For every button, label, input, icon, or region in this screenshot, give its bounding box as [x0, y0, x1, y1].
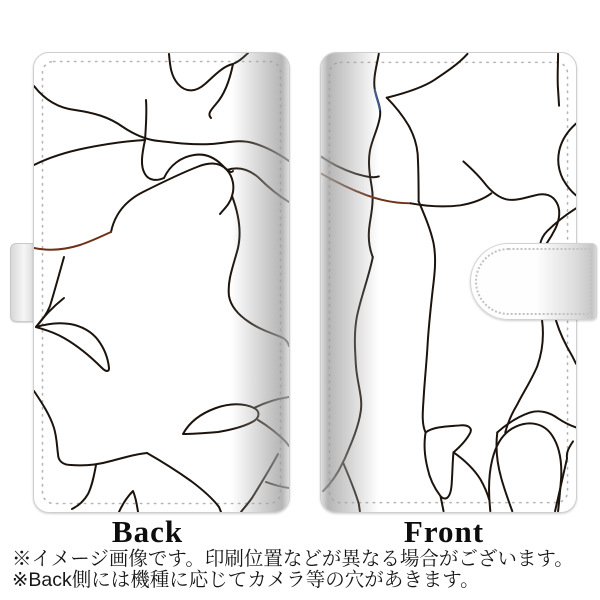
crack-line: [558, 54, 559, 106]
crack-line: [425, 425, 471, 498]
crack-line: [387, 54, 468, 98]
crack-line: [343, 462, 360, 511]
crack-line: [209, 64, 233, 118]
crack-line: [411, 193, 492, 206]
crack-line: [266, 482, 289, 488]
phone-case-back: [33, 52, 290, 513]
crack-line: [258, 420, 289, 446]
crack-line: [558, 124, 576, 196]
crack-line: [540, 208, 576, 244]
crack-line: [343, 257, 373, 462]
crack-line: [169, 53, 248, 90]
back-label: Back: [111, 514, 184, 549]
crack-line: [567, 441, 573, 458]
front-label: Front: [403, 514, 485, 549]
crack-line: [119, 491, 138, 512]
crack-line: [34, 391, 147, 465]
crack-line: [419, 201, 435, 432]
crack-line: [72, 465, 96, 509]
crack-line: [453, 452, 489, 500]
crack-line: [375, 90, 380, 110]
crack-line: [556, 321, 576, 364]
crack-line: [111, 164, 233, 232]
crack-line: [183, 404, 259, 434]
crack-line: [34, 232, 111, 250]
footnotes: [12, 549, 574, 591]
crack-line: [145, 100, 146, 140]
back-crack-pattern: [34, 53, 289, 512]
crack-line: [227, 168, 289, 202]
footnote-line-2: ※Back側には機種に応じてカメラ等の穴があきます。: [12, 569, 480, 591]
front-clasp-flap: [470, 243, 597, 320]
footnote-line-1: ※イメージ画像です。印刷位置などが異なる場合がございます。: [12, 548, 574, 570]
crack-line: [254, 397, 289, 408]
crack-line: [34, 140, 145, 165]
crack-line: [463, 161, 559, 244]
clasp-stitch-line: [475, 248, 592, 315]
stitch-line: [43, 62, 281, 504]
crack-line: [36, 323, 109, 371]
crack-line: [142, 140, 164, 180]
crack-line: [387, 98, 419, 202]
crack-line: [34, 86, 289, 161]
crack-line: [321, 173, 411, 203]
crack-line: [489, 423, 561, 511]
crack-line: [323, 462, 343, 491]
crack-line: [36, 257, 64, 327]
crack-line: [369, 54, 380, 257]
